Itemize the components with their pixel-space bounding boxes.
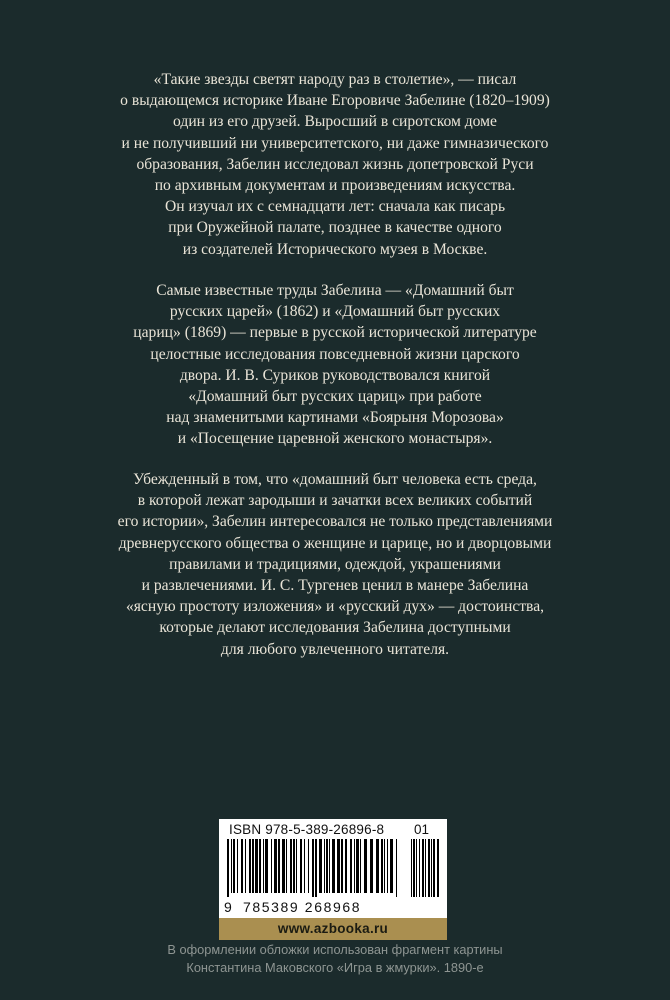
text-line: из создателей Исторического музея в Москве.	[182, 240, 488, 258]
text-line: по архивным документам и произведениям искусства.	[154, 177, 516, 195]
credit-line: В оформлении обложки использован фрагмент картины	[167, 942, 503, 957]
text-line: «Такие звезды светят народу раз в столетие», — писал	[153, 71, 517, 88]
barcode-image	[227, 839, 439, 897]
text-line: правилами и традициями, одеждой, украшениями	[169, 555, 501, 573]
text-line: и не получивший ни университетского, ни даже гимназического	[121, 134, 549, 152]
text-line: над знаменитыми картинами «Боярыня Морозова»	[166, 409, 504, 427]
text-line: Самые известные труды Забелина — «Домашний быт	[156, 282, 514, 299]
text-line: русских царей» (1862) и «Домашний быт русских	[169, 303, 501, 321]
text-line: древнерусского общества о женщине и царице, но и дворцовыми	[118, 534, 552, 552]
text-line: «Домашний быт русских цариц» при работе	[188, 388, 482, 406]
barcode-panel	[219, 819, 447, 918]
text-line: о выдающемся историке Иване Егоровиче Забелине (1820–1909)	[120, 92, 550, 110]
barcode-digits: 785389 268968	[243, 899, 362, 915]
isbn-label: ISBN 978-5-389-26896-8	[229, 822, 385, 837]
text-line: для любого увлеченного читателя.	[220, 640, 450, 658]
publisher-website: www.azbooka.ru	[219, 918, 447, 940]
text-line: при Оружейной палате, позднее в качестве одного	[168, 219, 502, 237]
paragraph-2	[60, 280, 610, 450]
text-line: образования, Забелин исследовал жизнь допетровской Руси	[136, 155, 534, 173]
text-line: Убежденный в том, что «домашний быт человека есть среда,	[133, 471, 537, 488]
text-line: целостные исследования повседневной жизни царского	[150, 345, 520, 363]
credit-line: Константина Маковского «Игра в жмурки». 1890-е	[186, 959, 484, 975]
text-line: которые делают исследования Забелина доступными	[159, 619, 511, 637]
paragraph-1	[60, 69, 610, 260]
paragraph-3	[60, 469, 610, 660]
text-line: Он изучал их с семнадцати лет: сначала как писарь	[164, 198, 506, 216]
text-line: двора. И. В. Суриков руководствовался книгой	[179, 366, 491, 384]
text-line: один из его друзей. Выросший в сиротском доме	[173, 113, 497, 131]
text-line: «ясную простоту изложения» и «русский дух» — достоинства,	[125, 598, 545, 616]
cover-credit	[60, 941, 610, 976]
barcode-block	[219, 819, 447, 940]
isbn-addon: 01	[414, 822, 430, 837]
text-line: в которой лежат зародыши и зачатки всех великих событий	[137, 492, 533, 510]
barcode-lead-digit: 9	[224, 899, 232, 915]
text-line: и «Посещение царевной женского монастыря».	[177, 430, 493, 448]
text-line: его истории», Забелин интересовался не только представлениями	[117, 513, 553, 531]
text-line: цариц» (1869) — первые в русской исторической литературе	[133, 324, 537, 342]
text-line: и развлечениями. И. С. Тургенев ценил в манере Забелина	[141, 577, 529, 595]
